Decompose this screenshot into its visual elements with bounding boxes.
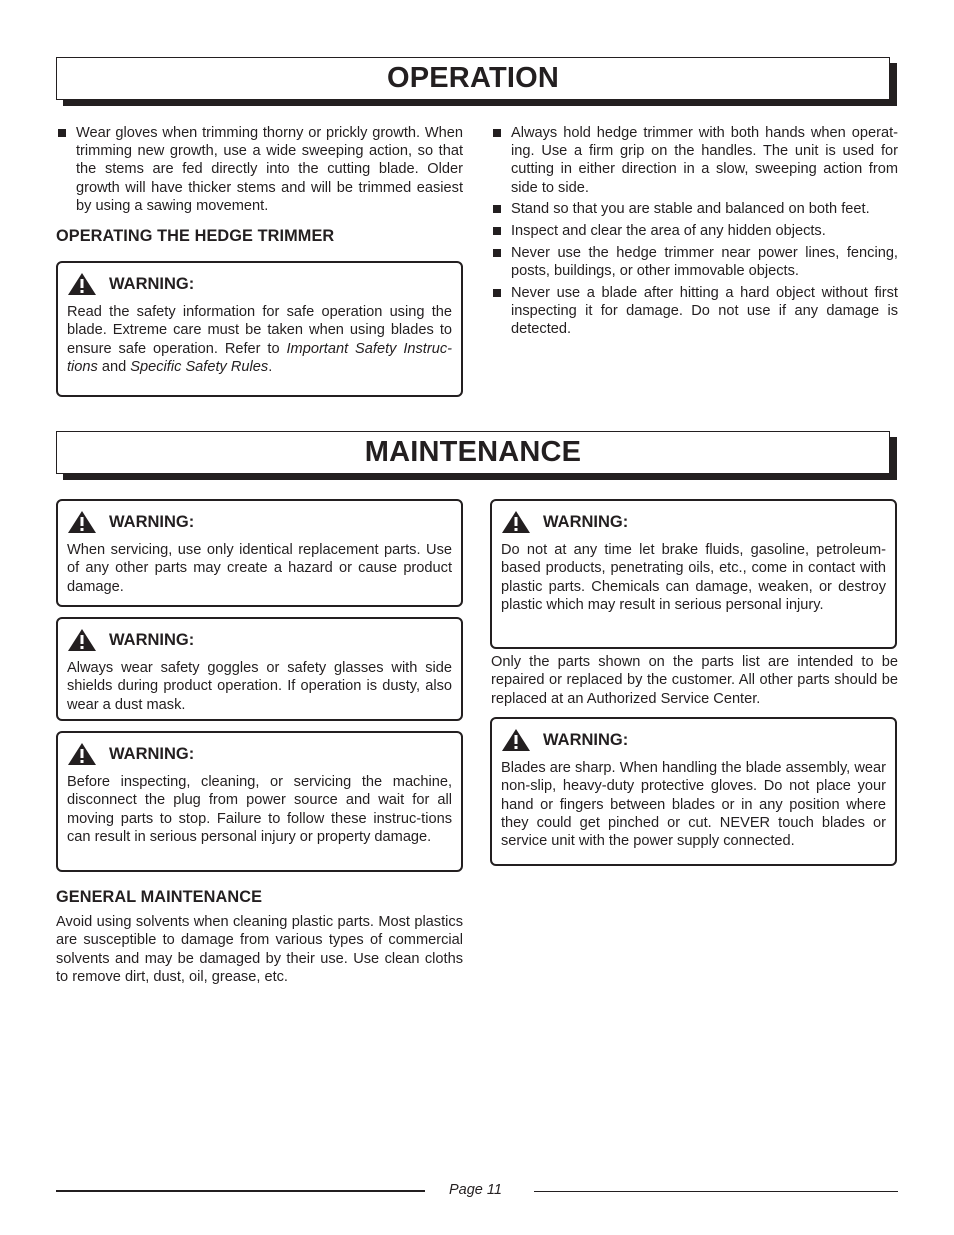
warning-title: WARNING: bbox=[109, 744, 195, 763]
warning-title-row bbox=[67, 741, 452, 767]
warning-title: WARNING: bbox=[543, 512, 629, 531]
warning-text: Do not at any time let brake fluids, gasoline, petroleum-based products, penetrating oils, etc., come in contact with plastic parts. Chemicals can damage, weaken, or destroy plastic which may result in serious personal injury. bbox=[501, 542, 886, 613]
warning-triangle-icon bbox=[67, 742, 97, 766]
parts-text: Only the parts shown on the parts list are intended to be repaired or replaced by the customer. All other parts should be replaced at an Authorized Service Center. bbox=[491, 654, 898, 707]
general-maintenance-heading: GENERAL MAINTENANCE bbox=[56, 888, 263, 906]
page-number: Page 11 bbox=[449, 1182, 502, 1198]
square-bullet-icon bbox=[58, 129, 66, 137]
warning-text: Read the safety information for safe operation using the blade. Extreme care must be taken when using blades to ensure safe operation. Refer to Important Safety Instruc-tions and Specific Safety Rules. bbox=[67, 304, 452, 375]
warning-title-row bbox=[501, 727, 886, 753]
list-item: Always hold hedge trimmer with both hands when operat-ing. Use a firm grip on the handles. The unit is used for cutting in either direction in a slow, sweeping action from side to side. bbox=[491, 124, 898, 197]
list-item: Never use a blade after hitting a hard object without first inspecting it for damage. Do not use if any damage is detected. bbox=[491, 284, 898, 339]
warning-title-row bbox=[67, 271, 452, 297]
warning-triangle-icon bbox=[67, 628, 97, 652]
operation-right-column bbox=[491, 124, 898, 342]
maintenance-banner bbox=[56, 431, 890, 474]
warning-text: Before inspecting, cleaning, or servicing the machine, disconnect the plug from power source and wait for all moving parts to stop. Failure to follow these instruc-tions can result in serious personal injury or property damage. bbox=[67, 774, 452, 845]
warning-title-row bbox=[67, 627, 452, 653]
warning-box bbox=[56, 261, 463, 397]
warning-triangle-icon bbox=[67, 510, 97, 534]
warning-text: Blades are sharp. When handling the blade assembly, wear non-slip, heavy-duty protective gloves. Do not place your hand or fingers between blades or in any position where they could get pinched or cut. NEVER touch blades or service unit with the power supply connected. bbox=[501, 760, 886, 850]
list-item: Stand so that you are stable and balanced on both feet. bbox=[491, 200, 898, 218]
square-bullet-icon bbox=[493, 129, 501, 137]
warning-text: When servicing, use only identical replacement parts. Use of any other parts may create a hazard or cause product damage. bbox=[67, 542, 452, 595]
warning-triangle-icon bbox=[501, 728, 531, 752]
square-bullet-icon bbox=[493, 205, 501, 213]
warning-title: WARNING: bbox=[543, 730, 629, 749]
footer-rule-right bbox=[534, 1191, 898, 1192]
warning-box bbox=[56, 617, 463, 721]
warning-box bbox=[490, 717, 897, 866]
list-item: Wear gloves when trimming thorny or prickly growth. When trimming new growth, use a wide sweeping action, so that the stems are fed directly into the cutting blade. Older growth will have thicker stems and will be trimmed easiest by using a sawing movement. bbox=[56, 124, 463, 215]
square-bullet-icon bbox=[493, 249, 501, 257]
maintenance-title: MAINTENANCE bbox=[364, 436, 582, 468]
footer-rule-left bbox=[56, 1190, 425, 1192]
operating-heading: OPERATING THE HEDGE TRIMMER bbox=[56, 227, 335, 245]
warning-triangle-icon bbox=[501, 510, 531, 534]
warning-title: WARNING: bbox=[109, 512, 195, 531]
list-item: Never use the hedge trimmer near power lines, fencing, posts, buildings, or other immovable objects. bbox=[491, 244, 898, 280]
square-bullet-icon bbox=[493, 289, 501, 297]
warning-box bbox=[56, 731, 463, 872]
warning-triangle-icon bbox=[67, 272, 97, 296]
warning-title-row bbox=[501, 509, 886, 535]
warning-box bbox=[56, 499, 463, 607]
warning-box bbox=[490, 499, 897, 649]
list-item: Inspect and clear the area of any hidden objects. bbox=[491, 222, 898, 240]
operation-banner bbox=[56, 57, 890, 100]
warning-title-row bbox=[67, 509, 452, 535]
warning-title: WARNING: bbox=[109, 630, 195, 649]
operation-left-column bbox=[56, 124, 463, 219]
general-maintenance-text: Avoid using solvents when cleaning plastic parts. Most plastics are susceptible to damage from various types of commercial solvents and may be damaged by their use. Use clean cloths to remove dirt, dust, oil, grease, etc. bbox=[56, 914, 463, 985]
square-bullet-icon bbox=[493, 227, 501, 235]
warning-title: WARNING: bbox=[109, 274, 195, 293]
operation-title: OPERATION bbox=[386, 62, 560, 94]
warning-text: Always wear safety goggles or safety glasses with side shields during product operation. If operation is dusty, also wear a dust mask. bbox=[67, 660, 452, 713]
